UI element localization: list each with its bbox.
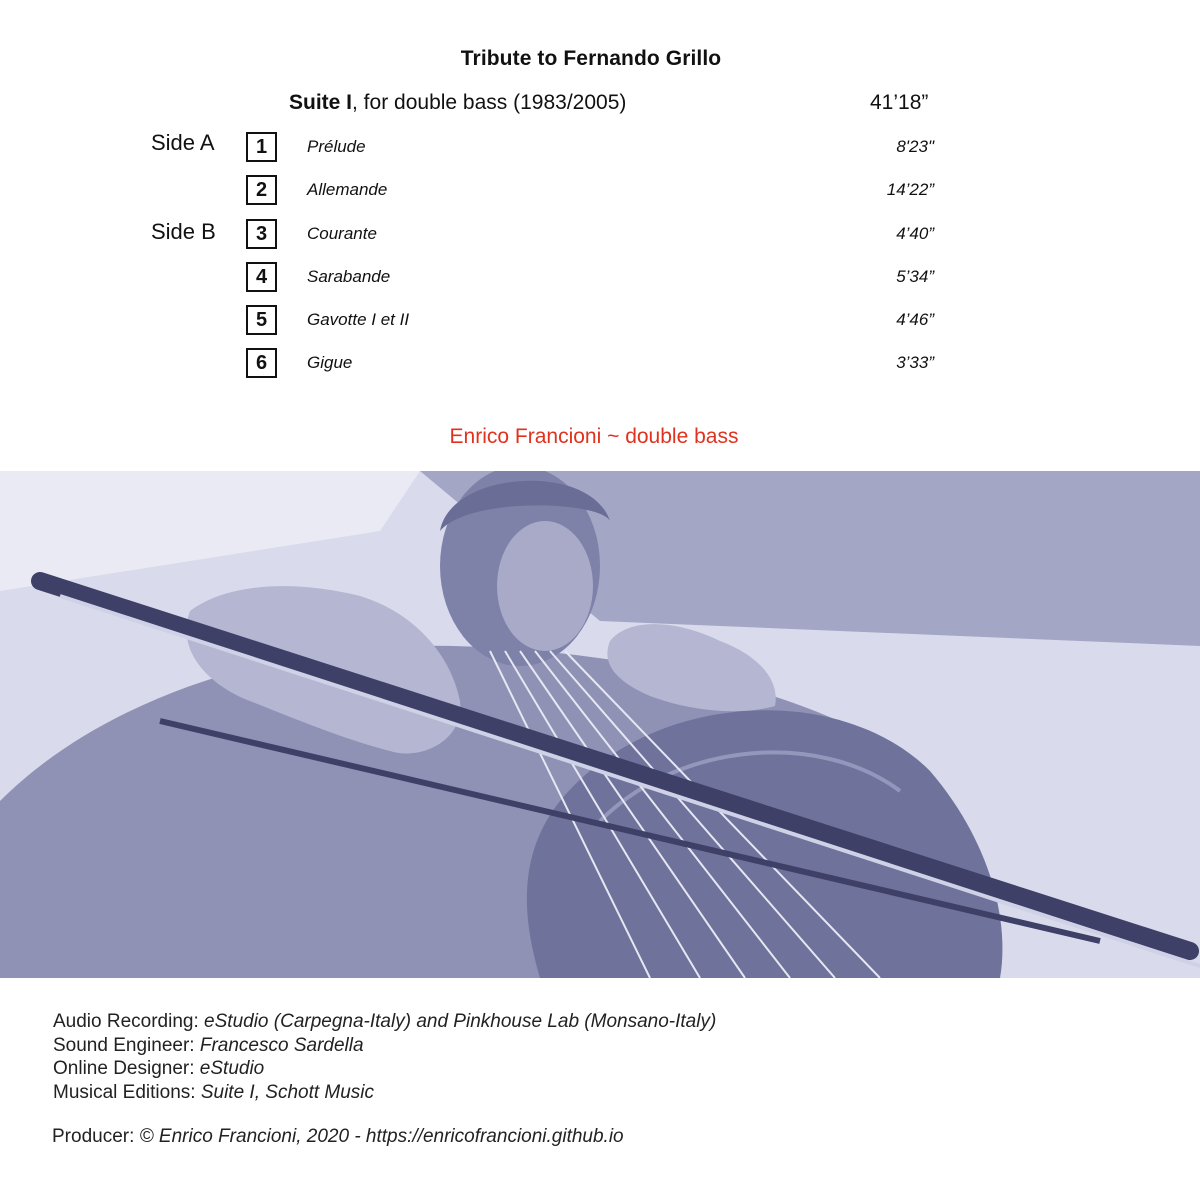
credit-value: eStudio — [199, 1058, 265, 1079]
performer-photo — [0, 471, 1200, 978]
track-duration: 4’46” — [896, 310, 934, 329]
track-duration: 4’40” — [896, 224, 934, 243]
track-number: 4 — [246, 262, 277, 292]
credit-line — [53, 1034, 716, 1058]
performer-credit: Enrico Francioni ~ double bass — [449, 425, 739, 448]
credit-value: Francesco Sardella — [199, 1034, 364, 1056]
track-number: 6 — [246, 348, 277, 378]
side-a-label: Side A — [151, 130, 215, 155]
track-row[interactable] — [246, 175, 946, 205]
track-number: 1 — [246, 132, 277, 162]
credit-line — [53, 1010, 716, 1034]
credit-label: Online Designer: — [53, 1058, 200, 1079]
track-name: Courante — [307, 224, 377, 243]
credit-label: Musical Editions: — [53, 1081, 201, 1103]
track-duration: 5’34” — [896, 267, 934, 286]
track-name: Gigue — [307, 353, 353, 372]
credit-label: Sound Engineer: — [53, 1034, 200, 1056]
credit-line — [53, 1057, 716, 1081]
side-b-label: Side B — [151, 219, 216, 244]
suite-description: , for double bass (1983/2005) — [352, 91, 627, 114]
track-name: Prélude — [307, 137, 366, 156]
track-duration: 8'23" — [896, 137, 934, 156]
track-name: Allemande — [307, 180, 388, 199]
track-duration: 3’33” — [896, 353, 934, 372]
track-row[interactable] — [246, 348, 946, 378]
credit-value: eStudio (Carpegna-Italy) and Pinkhouse Lab (Monsano-Italy) — [204, 1011, 717, 1032]
suite-name: Suite I — [289, 91, 353, 114]
track-duration: 14’22” — [886, 180, 934, 199]
track-number: 3 — [246, 219, 277, 249]
track-row[interactable] — [246, 262, 946, 292]
credit-value: Suite I, Schott Music — [200, 1081, 375, 1103]
producer-label: Producer: — [52, 1126, 140, 1147]
track-row[interactable] — [246, 132, 946, 162]
track-name: Gavotte I et II — [307, 310, 410, 329]
track-row[interactable] — [246, 305, 946, 335]
credit-label: Audio Recording: — [53, 1011, 205, 1032]
producer-value[interactable]: © Enrico Francioni, 2020 - https://enricofrancioni.github.io — [139, 1126, 624, 1147]
credit-line — [53, 1081, 716, 1105]
producer-line — [52, 1126, 624, 1148]
total-duration: 41’18” — [870, 91, 929, 114]
track-row[interactable] — [246, 219, 946, 249]
double-bass-player-illustration — [0, 471, 1200, 978]
credits-block — [53, 1010, 716, 1104]
album-title: Tribute to Fernando Grillo — [460, 47, 722, 70]
track-name: Sarabande — [307, 267, 391, 286]
track-number: 2 — [246, 175, 277, 205]
track-number: 5 — [246, 305, 277, 335]
suite-heading — [289, 91, 626, 115]
